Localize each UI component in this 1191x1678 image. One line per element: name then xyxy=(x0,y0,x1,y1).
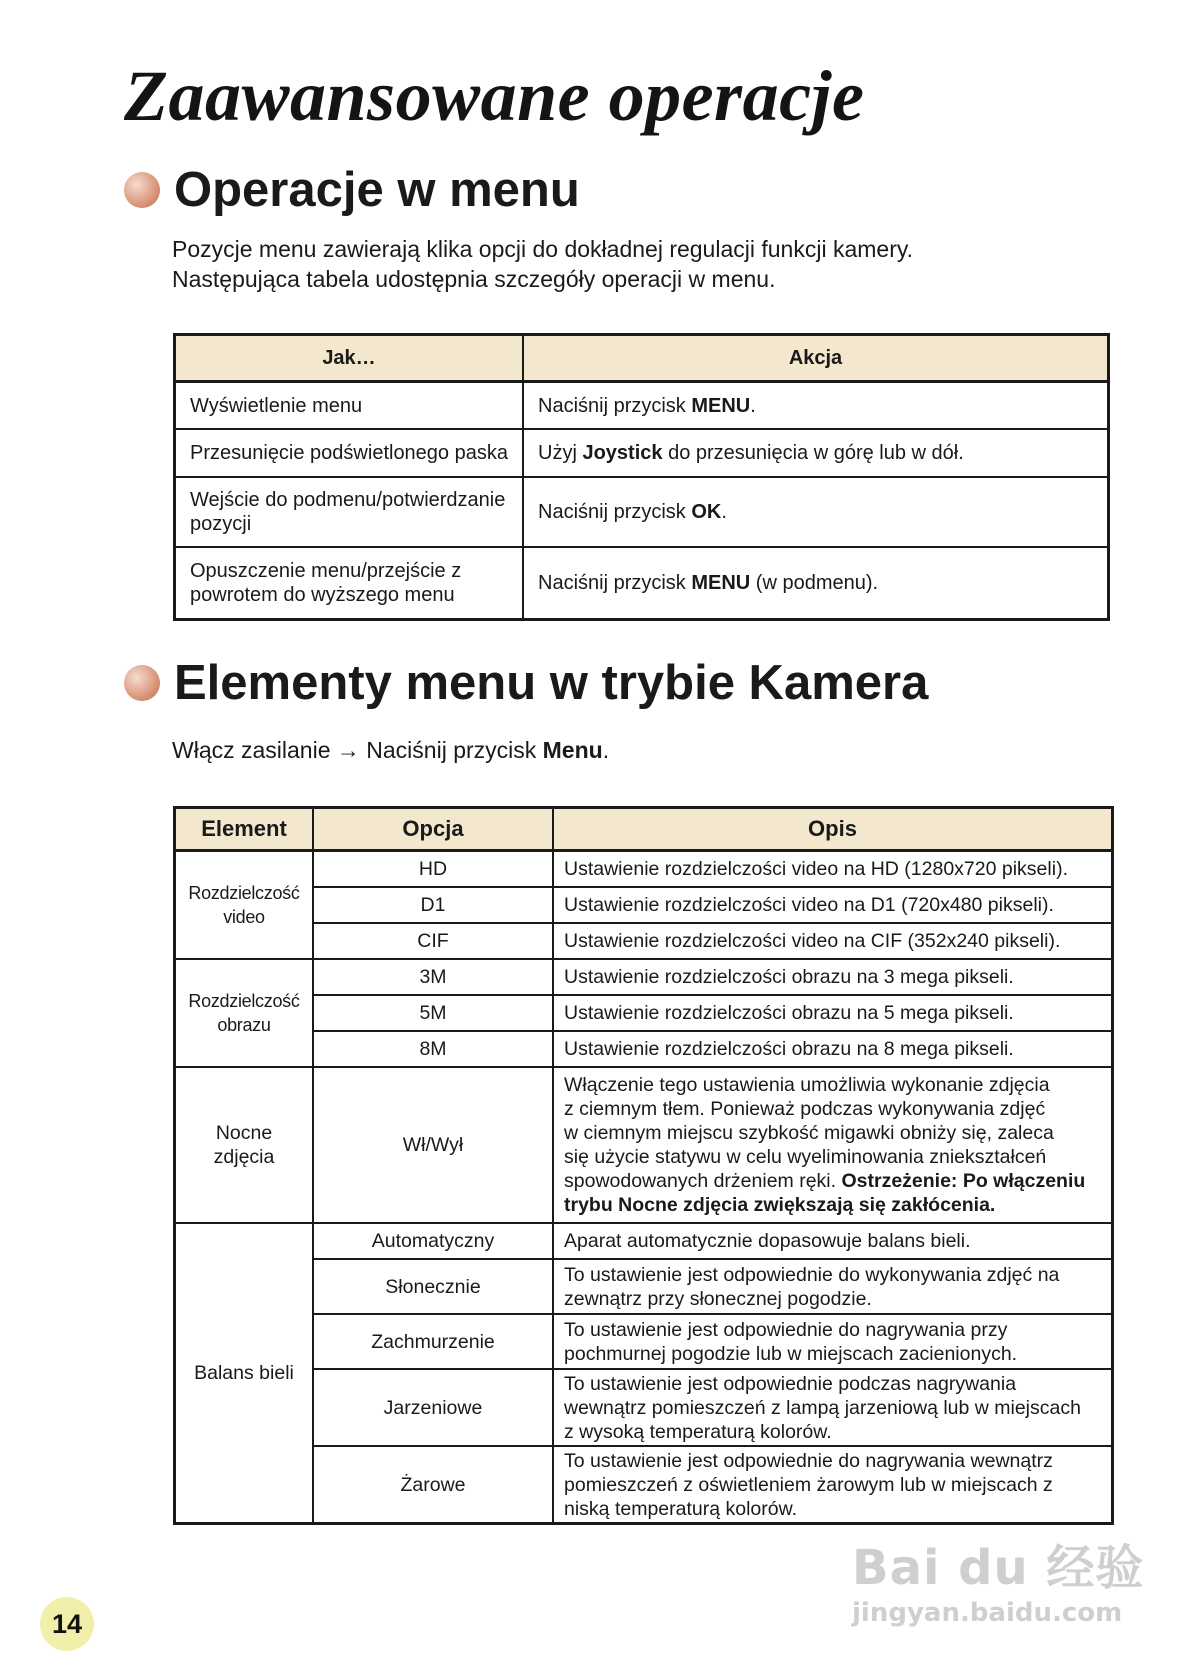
option-cell: HD xyxy=(313,851,553,888)
table-row xyxy=(175,959,1113,995)
table-row xyxy=(175,477,1109,547)
section-heading-text: Operacje w menu xyxy=(174,163,580,217)
element-cell: Nocne zdjęcia xyxy=(175,1067,314,1223)
section1-intro xyxy=(172,234,913,294)
option-cell: D1 xyxy=(313,887,553,923)
table-row xyxy=(175,923,1113,959)
intro-line: Następująca tabela udostępnia szczegóły operacji w menu. xyxy=(172,266,776,292)
table-row xyxy=(175,1369,1113,1446)
description-cell: Ustawienie rozdzielczości video na D1 (720x480 pikseli). xyxy=(553,887,1113,923)
option-cell: Jarzeniowe xyxy=(313,1369,553,1446)
bullet-circle-icon xyxy=(124,172,160,208)
table-row xyxy=(175,887,1113,923)
how-cell: Wejście do podmenu/potwierdzanie pozycji xyxy=(175,477,524,547)
camera-menu-table xyxy=(173,806,1114,1525)
description-cell: Włączenie tego ustawienia umożliwia wykonanie zdjęcia z ciemnym tłem. Ponieważ podczas wykonywania zdjęć w ciemnym miejscu szybkość migawki obniży się, zaleca się użycie statywu w celu wyeliminowania zniekształceń spowodowanych drżeniem ręki. Ostrzeżenie: Po włączeniu trybu Nocne zdjęcia zwiększają się zakłócenia. xyxy=(553,1067,1113,1223)
description-cell: Ustawienie rozdzielczości obrazu na 3 mega pikseli. xyxy=(553,959,1113,995)
intro-line: Pozycje menu zawierają klika opcji do dokładnej regulacji funkcji kamery. xyxy=(172,236,914,262)
option-cell: Zachmurzenie xyxy=(313,1314,553,1369)
section-heading-text: Elementy menu w trybie Kamera xyxy=(174,656,929,710)
column-header-how: Jak… xyxy=(175,335,524,382)
option-cell: Słonecznie xyxy=(313,1259,553,1314)
action-cell: Naciśnij przycisk OK. xyxy=(523,477,1109,547)
option-cell: 3M xyxy=(313,959,553,995)
table-row xyxy=(175,1223,1113,1259)
description-cell: To ustawienie jest odpowiednie do nagrywania przy pochmurnej pogodzie lub w miejscach zacienionych. xyxy=(553,1314,1113,1369)
page-title: Zaawansowane operacje xyxy=(124,56,865,136)
table-header-row xyxy=(175,335,1109,382)
table-row xyxy=(175,1446,1113,1524)
table-row xyxy=(175,547,1109,620)
column-header-action: Akcja xyxy=(523,335,1109,382)
table-row xyxy=(175,1259,1113,1314)
how-cell: Wyświetlenie menu xyxy=(175,382,524,430)
option-cell: Żarowe xyxy=(313,1446,553,1524)
warning-text: trybu Nocne zdjęcia zwiększają się zakłócenia. xyxy=(564,1194,996,1216)
option-cell: 8M xyxy=(313,1031,553,1067)
description-cell: Ustawienie rozdzielczości obrazu na 5 mega pikseli. xyxy=(553,995,1113,1031)
table-header-row xyxy=(175,808,1113,851)
option-cell: Wł/Wył xyxy=(313,1067,553,1223)
description-cell: Aparat automatycznie dopasowuje balans bieli. xyxy=(553,1223,1113,1259)
option-cell: Automatyczny xyxy=(313,1223,553,1259)
option-cell: CIF xyxy=(313,923,553,959)
intro-bold: Menu xyxy=(542,737,603,763)
description-cell: To ustawienie jest odpowiednie do wykonywania zdjęć na zewnątrz przy słonecznej pogodzie. xyxy=(553,1259,1113,1314)
table-row xyxy=(175,1067,1113,1223)
watermark-logo: Bai du 经验 xyxy=(852,1540,1145,1596)
action-cell: Naciśnij przycisk MENU. xyxy=(523,382,1109,430)
how-cell: Przesunięcie podświetlonego paska xyxy=(175,429,524,477)
section2-intro: Włącz zasilanie → Naciśnij przycisk Menu. xyxy=(172,737,610,763)
table-row xyxy=(175,1031,1113,1067)
description-cell: To ustawienie jest odpowiednie podczas nagrywania wewnątrz pomieszczeń z lampą jarzeniową lub w miejscach z wysoką temperaturą kolorów. xyxy=(553,1369,1113,1446)
table-row xyxy=(175,851,1113,888)
bullet-circle-icon xyxy=(124,665,160,701)
intro-text: Włącz zasilanie → Naciśnij przycisk xyxy=(172,737,543,763)
column-header-option: Opcja xyxy=(313,808,553,851)
page-number-badge xyxy=(40,1597,94,1651)
element-cell: Rozdzielczość obrazu xyxy=(175,959,314,1067)
column-header-description: Opis xyxy=(553,808,1113,851)
watermark xyxy=(852,1540,1145,1628)
menu-operations-table xyxy=(173,333,1110,621)
action-cell: Użyj Joystick do przesunięcia w górę lub w dół. xyxy=(523,429,1109,477)
column-header-element: Element xyxy=(175,808,314,851)
table-row xyxy=(175,1314,1113,1369)
action-cell: Naciśnij przycisk MENU (w podmenu). xyxy=(523,547,1109,620)
warning-text: Ostrzeżenie: Po włączeniu xyxy=(841,1170,1086,1192)
description-cell: To ustawienie jest odpowiednie do nagrywania wewnątrz pomieszczeń z oświetleniem żarowym lub w miejscach z niską temperaturą kolorów. xyxy=(553,1446,1113,1524)
how-cell: Opuszczenie menu/przejście z powrotem do wyższego menu xyxy=(175,547,524,620)
table-row xyxy=(175,429,1109,477)
option-cell: 5M xyxy=(313,995,553,1031)
element-cell: Balans bieli xyxy=(175,1223,314,1524)
watermark-url: jingyan.baidu.com xyxy=(852,1598,1123,1628)
element-cell: Rozdzielczość video xyxy=(175,851,314,960)
page-number: 14 xyxy=(51,1608,83,1639)
table-row xyxy=(175,995,1113,1031)
table-row xyxy=(175,382,1109,430)
description-cell: Ustawienie rozdzielczości video na HD (1280x720 pikseli). xyxy=(553,851,1113,888)
section-heading-menu-operations xyxy=(124,160,580,220)
section-heading-camera-menu xyxy=(124,653,928,713)
description-cell: Ustawienie rozdzielczości video na CIF (352x240 pikseli). xyxy=(553,923,1113,959)
description-cell: Ustawienie rozdzielczości obrazu na 8 mega pikseli. xyxy=(553,1031,1113,1067)
